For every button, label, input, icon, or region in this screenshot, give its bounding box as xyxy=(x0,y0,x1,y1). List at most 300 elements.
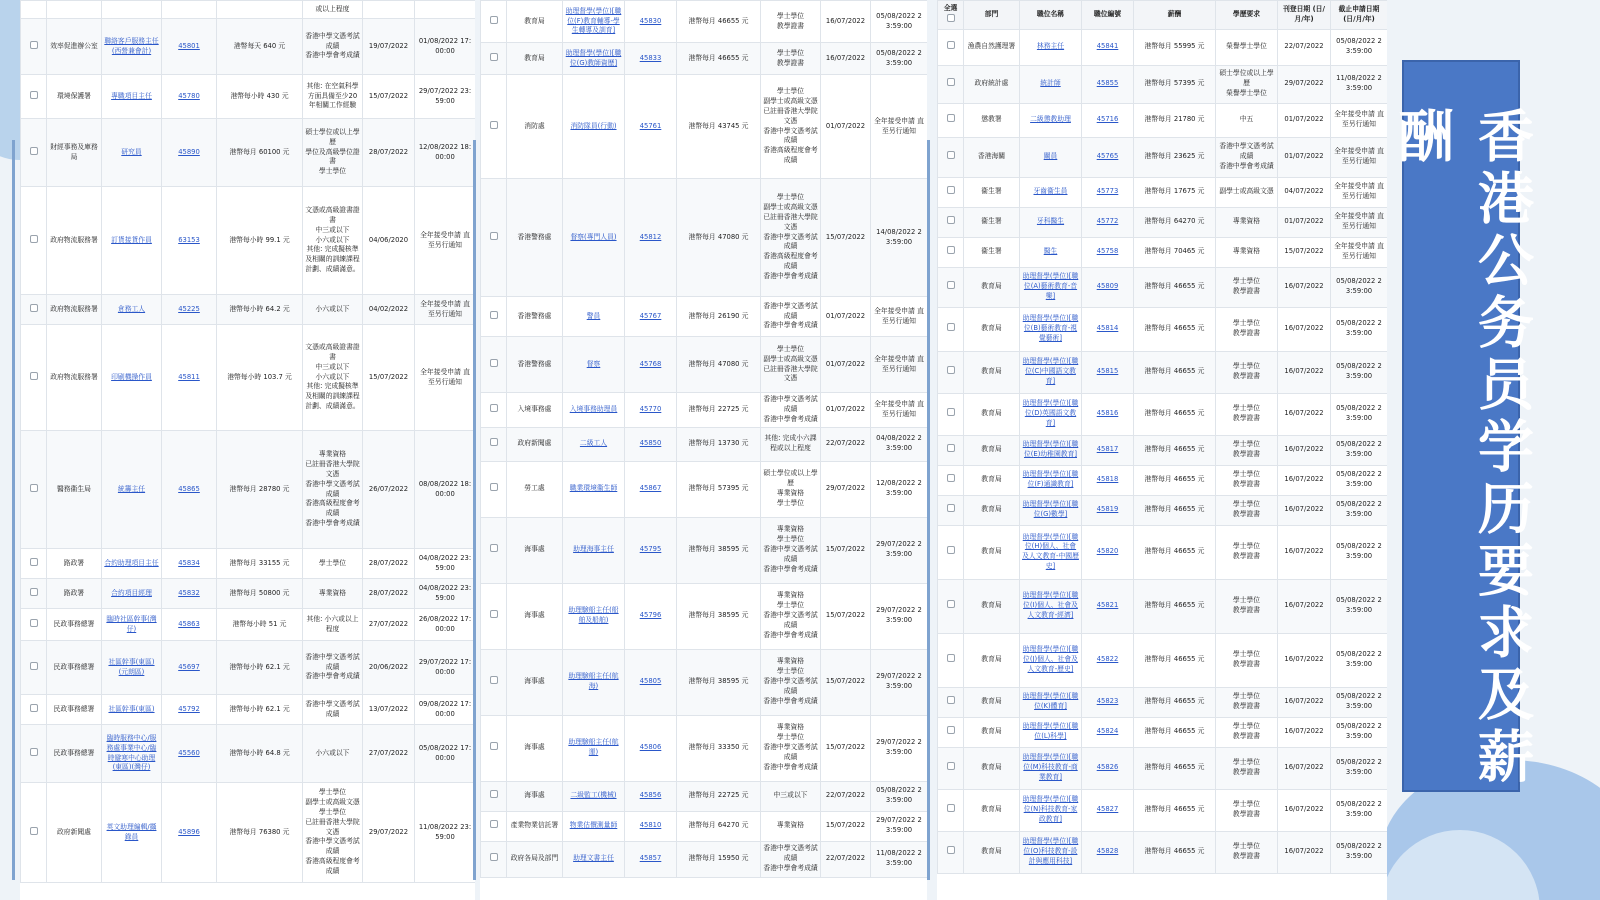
requirement-item: 學士學位 xyxy=(318,558,347,567)
post-link[interactable]: 助理督學(學位)[職位(H)個人、社會及人文教育-中國歷史] xyxy=(1020,525,1082,579)
row-checkbox[interactable] xyxy=(947,546,955,554)
row-checkbox[interactable] xyxy=(30,827,38,835)
row-select-cell[interactable] xyxy=(21,19,47,75)
post-link[interactable]: 合約助理項目主任 xyxy=(102,549,162,579)
publish-date-cell: 22/07/2022 xyxy=(821,841,871,877)
row-checkbox[interactable] xyxy=(490,232,498,240)
post-link[interactable]: 助理督學(學位)[職位(A)藝術教育-音樂] xyxy=(1020,267,1082,307)
post-link[interactable]: 助理督學(學位)[職位(D)英國語文教育] xyxy=(1020,393,1082,435)
requirement-item: 學士學位 xyxy=(776,193,805,202)
department-cell: 政府各局及部門 xyxy=(507,841,563,877)
requirement-item: 香港高級程度會考成績 xyxy=(305,499,360,518)
row-checkbox[interactable] xyxy=(490,404,498,412)
select-all-label: 全選 xyxy=(943,4,958,12)
requirement-item: 學士學位 xyxy=(1232,692,1261,701)
post-link[interactable] xyxy=(102,1,162,19)
post-number-link[interactable]: 45832 xyxy=(162,579,217,609)
publish-date-cell: 15/07/2022 xyxy=(821,715,871,781)
row-checkbox[interactable] xyxy=(947,151,955,159)
row-select-cell[interactable] xyxy=(481,781,507,811)
post-link[interactable]: 助理督學(學位)[職位(J)個人、社會及人文教育-歷史] xyxy=(1020,633,1082,687)
salary-cell: 港幣每月 46655 元 xyxy=(1134,351,1216,393)
department-cell: 教育局 xyxy=(964,789,1020,831)
row-select-cell[interactable] xyxy=(938,103,964,137)
table-row xyxy=(938,525,1388,579)
post-link[interactable]: 二級監工(機械) xyxy=(563,781,625,811)
row-select-cell[interactable] xyxy=(938,831,964,873)
post-number-link[interactable]: 45823 xyxy=(1082,687,1134,717)
requirement-item: 小六或以下 xyxy=(315,748,350,757)
requirement-item: 教學證書 xyxy=(1232,450,1261,459)
requirement-item: 專業資格 xyxy=(1232,247,1261,256)
row-checkbox[interactable] xyxy=(30,558,38,566)
deadline-cell: 05/08/2022 23:59:00 xyxy=(1331,307,1388,351)
post-number-link[interactable]: 45767 xyxy=(625,297,677,337)
department-cell: 政府物流服務署 xyxy=(47,325,102,431)
post-number-link[interactable]: 45855 xyxy=(1082,65,1134,103)
post-number-link[interactable]: 45805 xyxy=(625,649,677,715)
row-checkbox[interactable] xyxy=(947,444,955,452)
department-cell: 教育局 xyxy=(964,633,1020,687)
post-number-link[interactable]: 45758 xyxy=(1082,237,1134,267)
post-number-link[interactable]: 45856 xyxy=(625,781,677,811)
table-row xyxy=(481,337,928,393)
publish-date-cell: 26/07/2022 xyxy=(363,431,415,549)
row-select-cell[interactable] xyxy=(938,267,964,307)
post-link[interactable]: 助理督學(學位)[職位(G)教師資歷] xyxy=(563,43,625,75)
row-select-cell[interactable] xyxy=(938,687,964,717)
row-checkbox[interactable] xyxy=(947,474,955,482)
post-number-link[interactable]: 45560 xyxy=(162,725,217,783)
salary-cell: 港幣每月 46655 元 xyxy=(1134,789,1216,831)
salary-cell: 港幣每月 64270 元 xyxy=(1134,207,1216,237)
post-link[interactable]: 關員 xyxy=(1020,137,1082,177)
post-link[interactable]: 助理督學(學位)[職位(O)科技教育-設計與應用科技] xyxy=(1020,831,1082,873)
post-link[interactable]: 入境事務助理員 xyxy=(563,393,625,428)
post-link[interactable]: 統籌主任 xyxy=(102,431,162,549)
row-checkbox[interactable] xyxy=(490,53,498,61)
row-checkbox[interactable] xyxy=(490,790,498,798)
deadline-cell: 05/08/2022 23:59:00 xyxy=(871,1,928,43)
row-checkbox[interactable] xyxy=(30,147,38,155)
post-link[interactable]: 二級懲教助理 xyxy=(1020,103,1082,137)
salary-cell: 港幣每月 46655 元 xyxy=(1134,579,1216,633)
salary-cell: 港幣每月 46655 元 xyxy=(1134,435,1216,465)
post-link[interactable]: 督察(專門人員) xyxy=(563,179,625,297)
row-select-cell[interactable] xyxy=(481,43,507,75)
publish-date-cell: 15/07/2022 xyxy=(363,75,415,119)
row-checkbox[interactable] xyxy=(30,372,38,380)
post-link[interactable]: 助理文書主任 xyxy=(563,841,625,877)
row-checkbox[interactable] xyxy=(947,216,955,224)
post-number-link[interactable]: 45816 xyxy=(1082,393,1134,435)
department-cell: 效率促進辦公室 xyxy=(47,19,102,75)
post-number-link[interactable]: 45795 xyxy=(625,517,677,583)
row-select-cell[interactable] xyxy=(21,783,47,883)
post-number-link[interactable]: 45765 xyxy=(1082,137,1134,177)
requirement-item: 學士學位 xyxy=(776,733,805,742)
row-select-cell[interactable] xyxy=(481,841,507,877)
requirement-item: 教學證書 xyxy=(1232,552,1261,561)
publish-date-cell: 13/07/2022 xyxy=(363,695,415,725)
select-all-checkbox[interactable] xyxy=(947,14,955,22)
deadline-cell: 05/08/2022 23:59:00 xyxy=(871,43,928,75)
post-link[interactable]: 訂貨接貨作員 xyxy=(102,187,162,295)
department-cell: 消防處 xyxy=(507,75,563,179)
post-number-link[interactable]: 45890 xyxy=(162,119,217,187)
requirement-item: 副學士或高級文憑 xyxy=(1219,187,1274,196)
row-checkbox[interactable] xyxy=(947,186,955,194)
post-link[interactable]: 助理督學(學位)[職位(K)體育] xyxy=(1020,687,1082,717)
department-cell: 政府統計處 xyxy=(964,65,1020,103)
row-checkbox[interactable] xyxy=(947,696,955,704)
post-number-link[interactable]: 45850 xyxy=(625,427,677,461)
post-link[interactable]: 英文助理編輯/攝錄員 xyxy=(102,783,162,883)
post-number-link[interactable]: 45821 xyxy=(1082,579,1134,633)
row-checkbox[interactable] xyxy=(30,748,38,756)
row-checkbox[interactable] xyxy=(30,235,38,243)
post-number-link[interactable]: 45801 xyxy=(162,19,217,75)
publish-date-cell: 29/07/2022 xyxy=(821,461,871,517)
row-select-cell[interactable] xyxy=(938,207,964,237)
row-checkbox[interactable] xyxy=(947,846,955,854)
row-checkbox[interactable] xyxy=(490,853,498,861)
post-link[interactable]: 助理督學(學位)[職位(G)數學] xyxy=(1020,495,1082,525)
requirement-cell xyxy=(1216,351,1278,393)
department-cell: 教育局 xyxy=(507,1,563,43)
post-link[interactable]: 臨時服務中心/服務處事業中心/臨時避寒中心助理(東區)(灣仔) xyxy=(102,725,162,783)
publish-date-cell: 15/07/2022 xyxy=(1278,237,1331,267)
requirement-cell xyxy=(761,75,821,179)
post-number-link[interactable]: 45826 xyxy=(1082,747,1134,789)
row-select-cell[interactable] xyxy=(21,119,47,187)
post-link[interactable]: 林務主任 xyxy=(1020,29,1082,65)
row-checkbox[interactable] xyxy=(30,484,38,492)
salary-cell: 港幣每月 43745 元 xyxy=(677,75,761,179)
post-number-link[interactable]: 45780 xyxy=(162,75,217,119)
row-select-cell[interactable] xyxy=(21,695,47,725)
post-link[interactable]: 社區幹事(東區)(元朗區) xyxy=(102,641,162,695)
salary-cell: 港幣每月 46655 元 xyxy=(1134,267,1216,307)
row-select-cell[interactable] xyxy=(481,427,507,461)
department-cell: 教育局 xyxy=(964,525,1020,579)
row-checkbox[interactable] xyxy=(947,366,955,374)
post-number-link[interactable]: 45812 xyxy=(625,179,677,297)
requirement-item: 中三或以下 xyxy=(773,791,808,800)
post-link[interactable]: 職業環境衞生師 xyxy=(563,461,625,517)
post-number-link[interactable]: 45818 xyxy=(1082,465,1134,495)
post-number-link[interactable]: 45806 xyxy=(625,715,677,781)
row-checkbox[interactable] xyxy=(947,600,955,608)
requirement-item: 已註冊香港大學院文憑 xyxy=(305,459,360,478)
post-link[interactable]: 醫生 xyxy=(1020,237,1082,267)
row-checkbox[interactable] xyxy=(490,359,498,367)
row-checkbox[interactable] xyxy=(490,121,498,129)
row-select-cell[interactable] xyxy=(938,351,964,393)
post-link[interactable]: 二級工人 xyxy=(563,427,625,461)
requirement-cell xyxy=(303,19,363,75)
post-number-link[interactable]: 45810 xyxy=(625,811,677,841)
row-checkbox[interactable] xyxy=(490,438,498,446)
row-checkbox[interactable] xyxy=(490,820,498,828)
post-link[interactable]: 研究員 xyxy=(102,119,162,187)
deadline-cell: 全年接受申請 直至另行通知 xyxy=(415,295,476,325)
row-checkbox[interactable] xyxy=(490,742,498,750)
post-number-link[interactable]: 45828 xyxy=(1082,831,1134,873)
post-link[interactable]: 助理督學(學位)[職位(L)科學] xyxy=(1020,717,1082,747)
row-checkbox[interactable] xyxy=(30,704,38,712)
row-checkbox[interactable] xyxy=(947,726,955,734)
post-link[interactable]: 助理督學(學位)[職位(N)科技教育-家政教育] xyxy=(1020,789,1082,831)
row-checkbox[interactable] xyxy=(947,804,955,812)
post-link[interactable]: 聯絡客戶服務主任(西營兼會計) xyxy=(102,19,162,75)
row-checkbox[interactable] xyxy=(490,676,498,684)
row-select-cell[interactable] xyxy=(21,295,47,325)
row-select-cell[interactable] xyxy=(938,789,964,831)
row-checkbox[interactable] xyxy=(30,588,38,596)
row-checkbox[interactable] xyxy=(30,662,38,670)
deadline-cell: 14/08/2022 23:59:00 xyxy=(871,179,928,297)
post-number-link[interactable]: 45857 xyxy=(625,841,677,877)
post-link[interactable]: 合約項目經理 xyxy=(102,579,162,609)
row-checkbox[interactable] xyxy=(947,762,955,770)
salary-cell: 港幣每月 13730 元 xyxy=(677,427,761,461)
table-row xyxy=(938,789,1388,831)
post-number-link[interactable]: 45822 xyxy=(1082,633,1134,687)
row-select-cell[interactable] xyxy=(938,137,964,177)
row-select-cell[interactable] xyxy=(481,337,507,393)
post-link[interactable]: 督察 xyxy=(563,337,625,393)
row-checkbox[interactable] xyxy=(947,246,955,254)
post-number-link[interactable]: 45792 xyxy=(162,695,217,725)
requirement-item: 專業資格 xyxy=(776,591,805,600)
row-select-cell[interactable] xyxy=(21,641,47,695)
row-checkbox[interactable] xyxy=(947,114,955,122)
department-cell: 衞生署 xyxy=(964,237,1020,267)
row-select-cell[interactable] xyxy=(938,393,964,435)
post-link[interactable]: 牙科醫生 xyxy=(1020,207,1082,237)
requirement-item: 學士學位 xyxy=(776,498,805,507)
post-number-link[interactable]: 45833 xyxy=(625,43,677,75)
row-select-cell[interactable] xyxy=(21,1,47,19)
row-select-cell[interactable] xyxy=(938,435,964,465)
post-link[interactable]: 臨時社區幹事(灣仔) xyxy=(102,609,162,641)
department-cell: 教育局 xyxy=(964,435,1020,465)
select-all-header[interactable] xyxy=(938,1,964,30)
post-number-link[interactable]: 45809 xyxy=(1082,267,1134,307)
post-number-link[interactable]: 45225 xyxy=(162,295,217,325)
row-select-cell[interactable] xyxy=(481,75,507,179)
post-number-link[interactable]: 45697 xyxy=(162,641,217,695)
requirement-item: 專業資格 xyxy=(776,821,805,830)
department-cell: 產業物業信託署 xyxy=(507,811,563,841)
row-select-cell[interactable] xyxy=(938,29,964,65)
salary-cell: 港幣每月 15950 元 xyxy=(677,841,761,877)
post-link[interactable]: 物業估價測量師 xyxy=(563,811,625,841)
post-number-link[interactable]: 45830 xyxy=(625,1,677,43)
requirement-item: 其他: 小六或以上程度 xyxy=(306,614,359,633)
requirement-item: 學士學位 xyxy=(318,788,347,797)
post-link[interactable]: 助理驗船主任(航運) xyxy=(563,715,625,781)
post-number-link[interactable]: 45761 xyxy=(625,75,677,179)
row-select-cell[interactable] xyxy=(481,811,507,841)
row-select-cell[interactable] xyxy=(481,461,507,517)
post-link[interactable]: 助理督學(學位)[職位(C)中國語文教育] xyxy=(1020,351,1082,393)
requirement-cell xyxy=(761,461,821,517)
row-checkbox[interactable] xyxy=(490,544,498,552)
deadline-cell: 11/08/2022 23:59:00 xyxy=(415,783,476,883)
row-checkbox[interactable] xyxy=(30,619,38,627)
department-cell: 教育局 xyxy=(964,579,1020,633)
row-select-cell[interactable] xyxy=(21,431,47,549)
post-number-link[interactable]: 45811 xyxy=(162,325,217,431)
post-link[interactable]: 消防隊員(行動) xyxy=(563,75,625,179)
row-checkbox[interactable] xyxy=(30,41,38,49)
row-checkbox[interactable] xyxy=(490,16,498,24)
post-link[interactable]: 牙齒衞生員 xyxy=(1020,177,1082,207)
row-checkbox[interactable] xyxy=(947,281,955,289)
row-checkbox[interactable] xyxy=(30,304,38,312)
post-number-link[interactable]: 45896 xyxy=(162,783,217,883)
post-number-link[interactable]: 45772 xyxy=(1082,207,1134,237)
row-checkbox[interactable] xyxy=(490,610,498,618)
department-cell: 海事處 xyxy=(507,715,563,781)
row-select-cell[interactable] xyxy=(938,465,964,495)
post-link[interactable]: 助理驗船主任(航海) xyxy=(563,649,625,715)
post-number-link[interactable]: 45716 xyxy=(1082,103,1134,137)
row-select-cell[interactable] xyxy=(21,579,47,609)
row-select-cell[interactable] xyxy=(481,1,507,43)
row-select-cell[interactable] xyxy=(21,609,47,641)
department-cell: 民政事務總署 xyxy=(47,725,102,783)
requirement-cell xyxy=(1216,207,1278,237)
row-checkbox[interactable] xyxy=(947,654,955,662)
post-number-link[interactable]: 45815 xyxy=(1082,351,1134,393)
post-link[interactable]: 助理督學(學位)[職位(E)幼稚園教育] xyxy=(1020,435,1082,465)
requirement-cell xyxy=(1216,789,1278,831)
post-link[interactable]: 助理督學(學位)[職位(I)個人、社會及人文教育-經濟] xyxy=(1020,579,1082,633)
post-link[interactable]: 警員 xyxy=(563,297,625,337)
row-select-cell[interactable] xyxy=(938,177,964,207)
row-select-cell[interactable] xyxy=(938,747,964,789)
row-checkbox[interactable] xyxy=(947,41,955,49)
post-number-link[interactable]: 45820 xyxy=(1082,525,1134,579)
row-select-cell[interactable] xyxy=(481,297,507,337)
department-cell: 香港警務處 xyxy=(507,297,563,337)
row-checkbox[interactable] xyxy=(947,504,955,512)
requirement-item: 香港高級程度會考成績 xyxy=(305,857,360,875)
row-select-cell[interactable] xyxy=(21,549,47,579)
row-select-cell[interactable] xyxy=(481,517,507,583)
post-link[interactable]: 助理驗船主任(船舶及船舶) xyxy=(563,583,625,649)
requirement-cell xyxy=(761,517,821,583)
publish-date-cell: 16/07/2022 xyxy=(1278,267,1331,307)
post-link[interactable]: 統計師 xyxy=(1020,65,1082,103)
post-number-link[interactable]: 45817 xyxy=(1082,435,1134,465)
row-select-cell[interactable] xyxy=(938,633,964,687)
post-number-link[interactable]: 45865 xyxy=(162,431,217,549)
salary-cell: 港幣每月 46655 元 xyxy=(1134,393,1216,435)
post-number-link[interactable]: 45796 xyxy=(625,583,677,649)
post-number-link[interactable]: 63153 xyxy=(162,187,217,295)
post-number-link[interactable] xyxy=(162,1,217,19)
post-number-link[interactable]: 45827 xyxy=(1082,789,1134,831)
row-select-cell[interactable] xyxy=(938,307,964,351)
requirement-item: 香港中學文憑考試成績 xyxy=(763,611,818,629)
row-select-cell[interactable] xyxy=(481,715,507,781)
row-select-cell[interactable] xyxy=(481,649,507,715)
post-link[interactable]: 專職項目主任 xyxy=(102,75,162,119)
post-number-link[interactable]: 45834 xyxy=(162,549,217,579)
row-select-cell[interactable] xyxy=(481,393,507,428)
post-number-link[interactable]: 45841 xyxy=(1082,29,1134,65)
post-link[interactable]: 助理海事主任 xyxy=(563,517,625,583)
post-number-link[interactable]: 45863 xyxy=(162,609,217,641)
row-select-cell[interactable] xyxy=(481,583,507,649)
post-link[interactable]: 倉務工人 xyxy=(102,295,162,325)
row-checkbox[interactable] xyxy=(947,323,955,331)
requirement-cell xyxy=(1216,525,1278,579)
row-checkbox[interactable] xyxy=(947,408,955,416)
row-select-cell[interactable] xyxy=(938,525,964,579)
row-checkbox[interactable] xyxy=(490,483,498,491)
salary-cell: 港幣每月 46655 元 xyxy=(1134,465,1216,495)
job-table-panel-3 xyxy=(937,0,1387,900)
post-number-link[interactable]: 45867 xyxy=(625,461,677,517)
row-select-cell[interactable] xyxy=(21,187,47,295)
row-checkbox[interactable] xyxy=(490,311,498,319)
post-number-link[interactable]: 45824 xyxy=(1082,717,1134,747)
post-number-link[interactable]: 45819 xyxy=(1082,495,1134,525)
row-checkbox[interactable] xyxy=(30,91,38,99)
post-link[interactable]: 印刷機操作員 xyxy=(102,325,162,431)
table-row xyxy=(21,431,476,549)
row-select-cell[interactable] xyxy=(938,65,964,103)
row-select-cell[interactable] xyxy=(938,237,964,267)
post-link[interactable]: 助理督學(學位)[職位(F)教育輔導-學生轉導及訓育] xyxy=(563,1,625,43)
salary-cell: 港幣每月 23625 元 xyxy=(1134,137,1216,177)
post-number-link[interactable]: 45773 xyxy=(1082,177,1134,207)
publish-date-cell: 15/07/2022 xyxy=(821,649,871,715)
requirement-item: 香港中學會考成績 xyxy=(305,51,360,60)
publish-date-cell: 16/07/2022 xyxy=(1278,831,1331,873)
salary-cell: 港幣每月 46655 元 xyxy=(1134,495,1216,525)
requirement-item: 教學證書 xyxy=(1232,702,1261,711)
post-link[interactable]: 社區幹事(東區) xyxy=(102,695,162,725)
deadline-cell xyxy=(415,1,476,19)
post-link[interactable]: 助理督學(學位)[職位(M)科技教育-商業教育] xyxy=(1020,747,1082,789)
requirement-item: 學士學位 xyxy=(776,535,805,544)
requirement-cell xyxy=(1216,65,1278,103)
post-number-link[interactable]: 45768 xyxy=(625,337,677,393)
department-cell: 漁農自然護理署 xyxy=(964,29,1020,65)
row-select-cell[interactable] xyxy=(938,495,964,525)
row-select-cell[interactable] xyxy=(21,325,47,431)
table-row xyxy=(938,177,1388,207)
deadline-cell: 29/07/2022 23:59:00 xyxy=(871,811,928,841)
row-select-cell[interactable] xyxy=(21,75,47,119)
row-select-cell[interactable] xyxy=(938,717,964,747)
requirement-item: 香港中學文憑考試成績 xyxy=(1219,142,1274,161)
post-number-link[interactable]: 45814 xyxy=(1082,307,1134,351)
row-select-cell[interactable] xyxy=(481,179,507,297)
post-number-link[interactable]: 45770 xyxy=(625,393,677,428)
post-link[interactable]: 助理督學(學位)[職位(F)通識教育] xyxy=(1020,465,1082,495)
row-select-cell[interactable] xyxy=(21,725,47,783)
row-select-cell[interactable] xyxy=(938,579,964,633)
post-link[interactable]: 助理督學(學位)[職位(B)藝術教育-視覺藝術] xyxy=(1020,307,1082,351)
row-checkbox[interactable] xyxy=(947,78,955,86)
